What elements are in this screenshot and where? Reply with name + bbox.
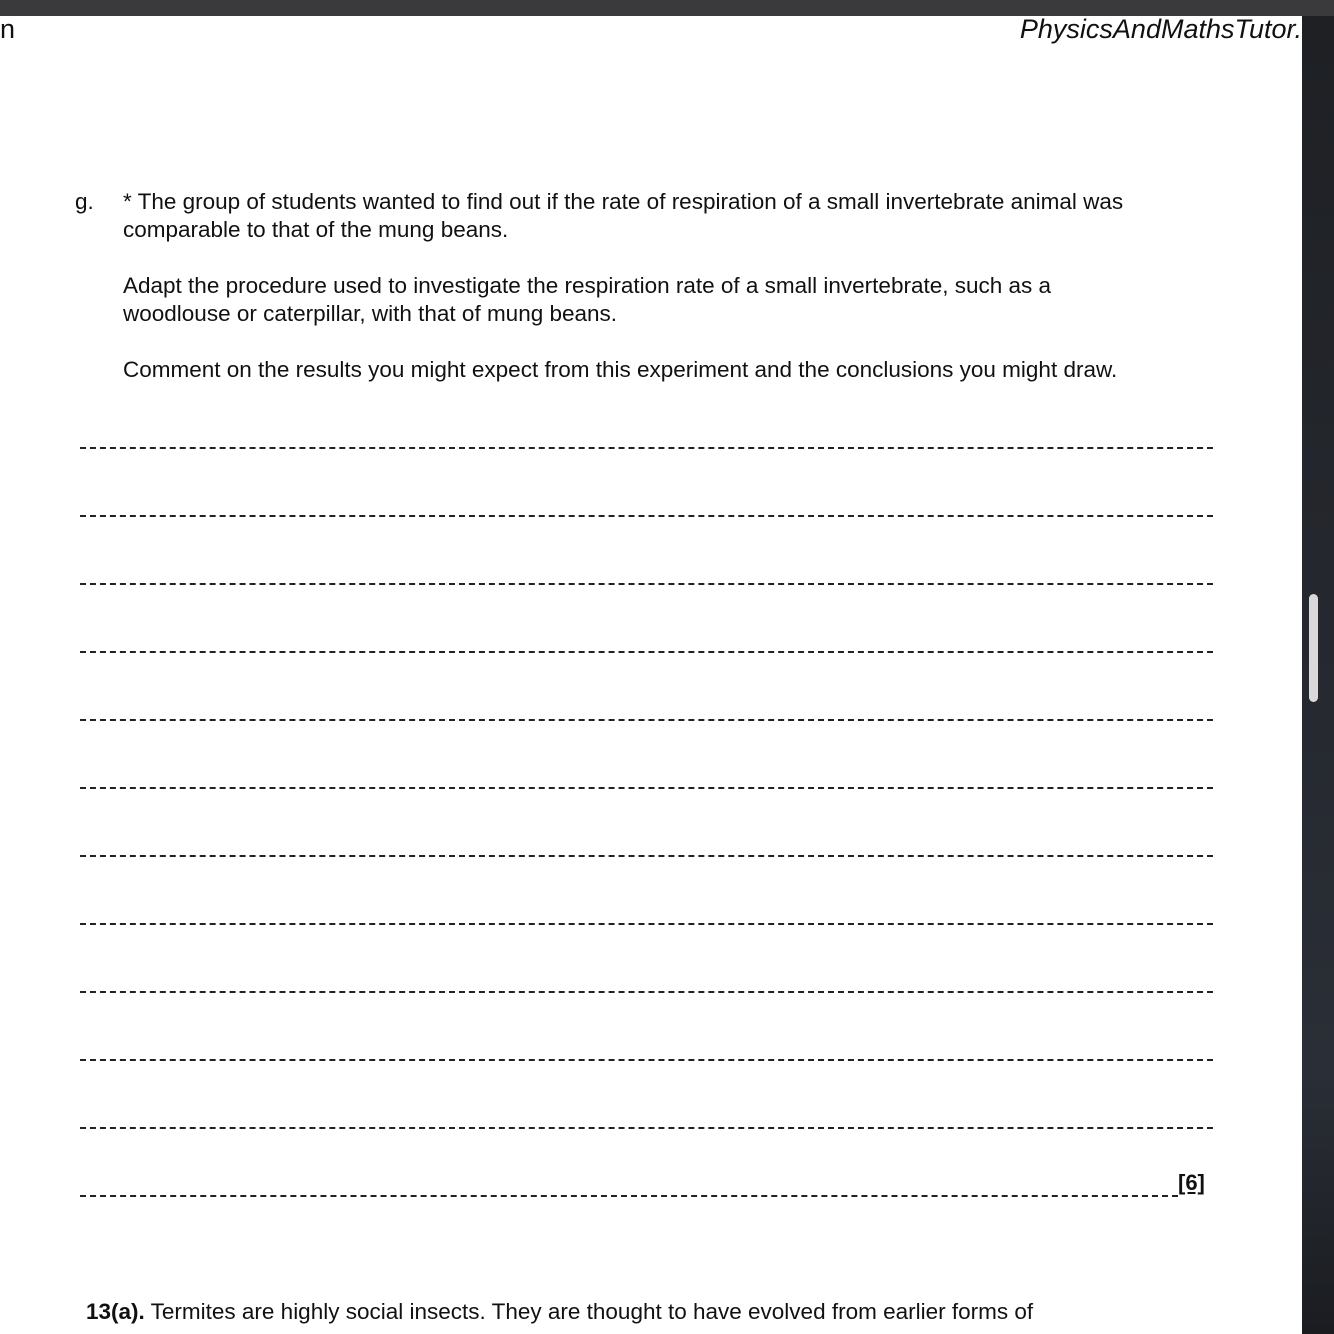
answer-line (80, 515, 1213, 517)
answer-line (80, 923, 1213, 925)
answer-line (80, 1195, 1178, 1197)
answer-line (80, 991, 1213, 993)
answer-line (80, 1127, 1213, 1129)
answer-line (80, 855, 1213, 857)
next-question-text: Termites are highly social insects. They are thought to have evolved from earlier forms of (150, 1299, 1034, 1324)
question-para-3: Comment on the results you might expect from this experiment and the conclusions you might draw. (123, 357, 1118, 382)
scrollbar-thumb[interactable] (1309, 594, 1318, 702)
question-label: g. (75, 189, 94, 214)
side-panel (1302, 16, 1334, 1334)
next-question (86, 1298, 1286, 1326)
next-question-number: 13(a). (86, 1299, 145, 1324)
answer-line (80, 651, 1213, 653)
header-fragment: n (0, 14, 16, 44)
question-para-2: Adapt the procedure used to investigate the respiration rate of a small invertebrate, such as a woodlouse or caterpillar, with that of mung beans. (123, 273, 1052, 326)
clipped-line (86, 1326, 1286, 1334)
answer-line (80, 719, 1213, 721)
answer-line (80, 1059, 1213, 1061)
answer-line (80, 583, 1213, 585)
answer-line (80, 787, 1213, 789)
watermark: PhysicsAndMathsTutor. (1019, 14, 1302, 44)
answer-line (80, 447, 1213, 449)
marks-label: [6] (1178, 1170, 1205, 1195)
question-para-1: * The group of students wanted to find out if the rate of respiration of a small invertebrate animal was comparable to that of the mung beans. (123, 189, 1124, 242)
